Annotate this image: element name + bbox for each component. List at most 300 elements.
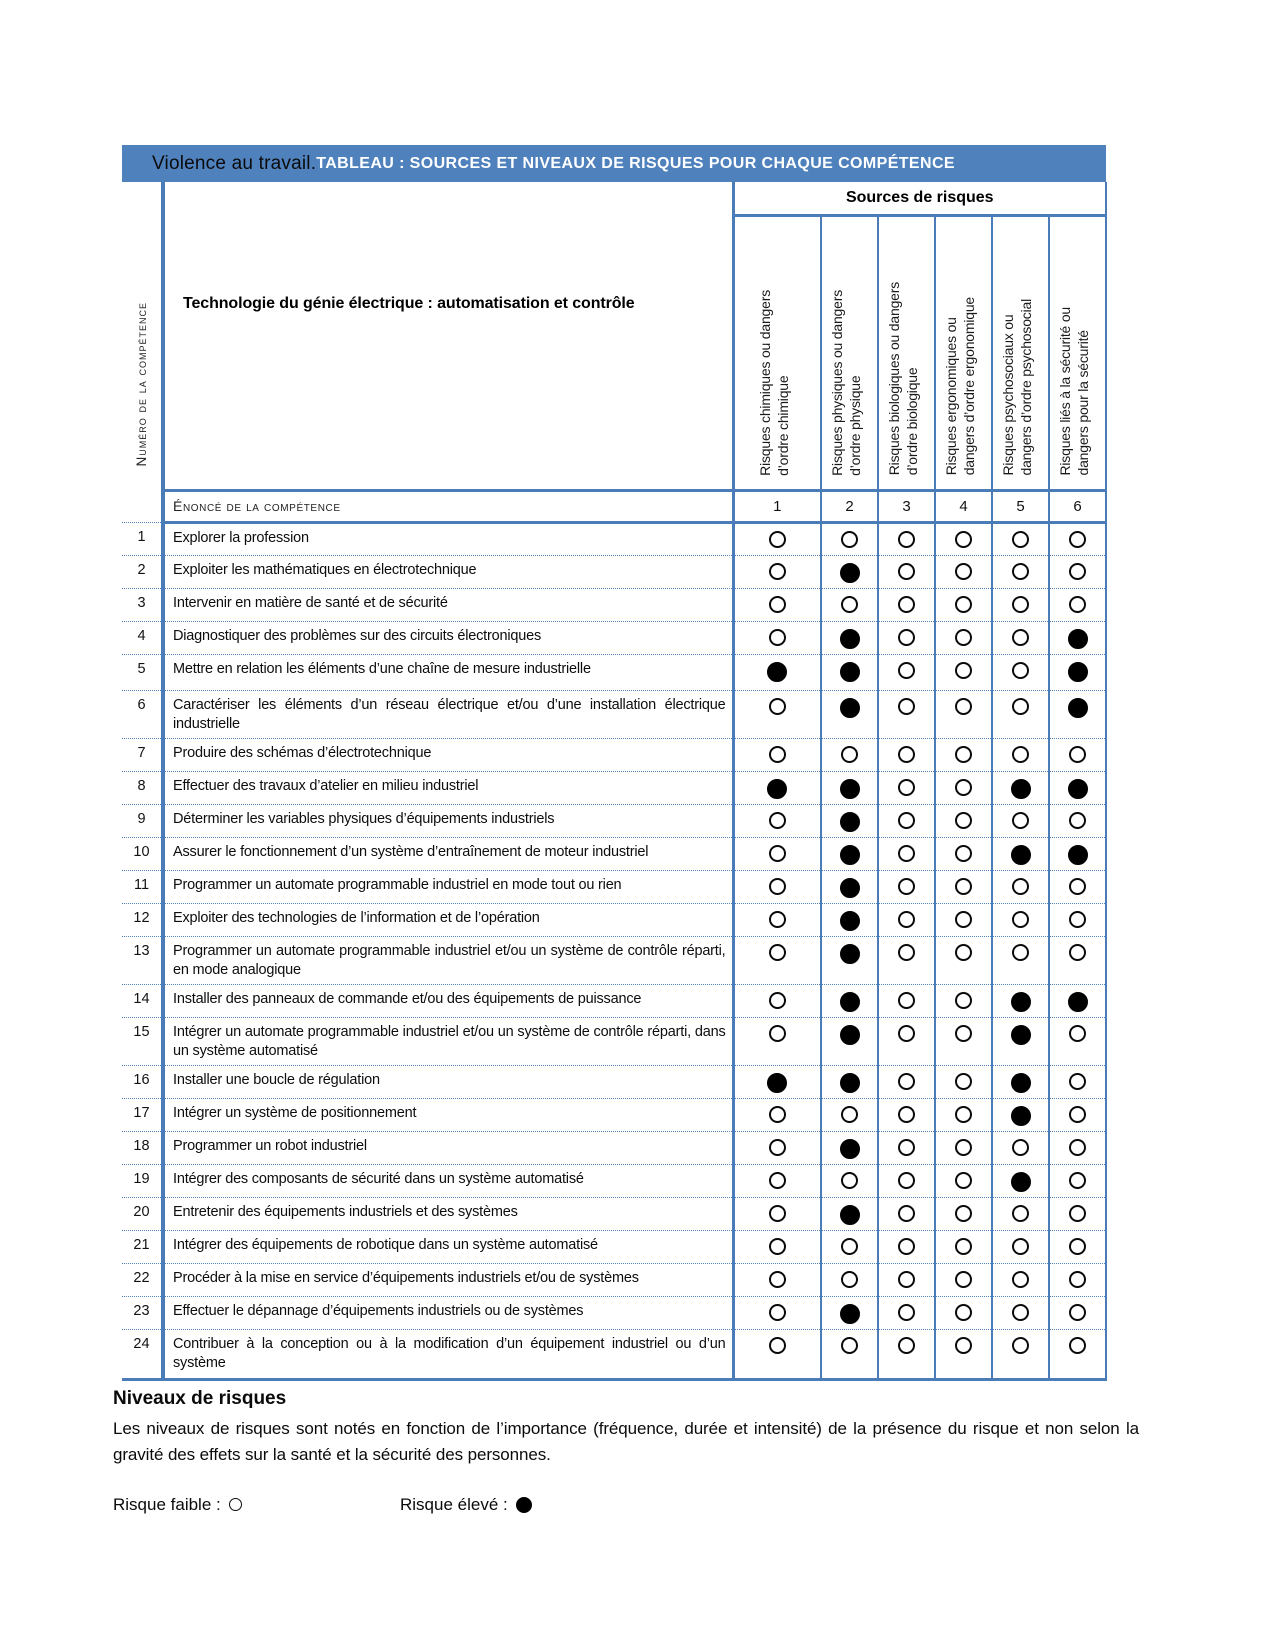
low-risk-marker-icon — [955, 1337, 972, 1354]
low-risk-marker-icon — [1012, 1304, 1029, 1321]
low-risk-marker-icon — [1069, 1337, 1086, 1354]
low-risk-marker-icon — [769, 1172, 786, 1189]
high-risk-marker-icon — [840, 563, 860, 583]
low-risk-marker-icon — [955, 1238, 972, 1255]
competency-number: 19 — [122, 1165, 163, 1198]
sources-de-risques-header: Sources de risques — [733, 182, 1106, 215]
competency-label: Intégrer des équipements de robotique dans un système automatisé — [163, 1231, 733, 1264]
low-risk-marker-icon — [769, 878, 786, 895]
risk-cell-col6 — [1049, 1231, 1106, 1264]
high-risk-marker-icon — [1068, 845, 1088, 865]
low-risk-marker-icon — [955, 596, 972, 613]
risk-cell-col1 — [733, 1132, 821, 1165]
risk-cell-col5 — [992, 903, 1049, 936]
risk-cell-col6 — [1049, 690, 1106, 738]
risk-cell-col5 — [992, 654, 1049, 690]
risk-cell-col2 — [821, 1231, 878, 1264]
low-risk-marker-icon — [1069, 1205, 1086, 1222]
risk-cell-col5 — [992, 1264, 1049, 1297]
risk-cell-col6 — [1049, 903, 1106, 936]
risk-cell-col5 — [992, 936, 1049, 984]
risk-cell-col3 — [878, 588, 935, 621]
low-risk-marker-icon — [769, 1238, 786, 1255]
table-row — [122, 1198, 1106, 1231]
competency-number: 18 — [122, 1132, 163, 1165]
low-risk-marker-icon — [1012, 531, 1029, 548]
risk-cell-col3 — [878, 1099, 935, 1132]
competency-label: Mettre en relation les éléments d’une chaîne de mesure industrielle — [163, 654, 733, 690]
risk-cell-col2 — [821, 1330, 878, 1379]
title-prefix: Violence au travail. — [152, 152, 317, 174]
risk-cell-col3 — [878, 522, 935, 555]
low-risk-marker-icon — [955, 1073, 972, 1090]
risk-column-header-3 — [878, 215, 935, 490]
risk-cell-col3 — [878, 1198, 935, 1231]
low-risk-marker-icon — [1012, 1337, 1029, 1354]
risk-cell-col2 — [821, 690, 878, 738]
table-row — [122, 522, 1106, 555]
low-risk-marker-icon — [955, 911, 972, 928]
risk-column-header-5 — [992, 215, 1049, 490]
high-risk-marker-icon — [840, 662, 860, 682]
risk-cell-col6 — [1049, 621, 1106, 654]
competency-number: 4 — [122, 621, 163, 654]
risk-cell-col4 — [935, 654, 992, 690]
low-risk-marker-icon — [769, 1271, 786, 1288]
risk-cell-col2 — [821, 738, 878, 771]
risk-cell-col4 — [935, 804, 992, 837]
competency-label: Exploiter des technologies de l’information et de l’opération — [163, 903, 733, 936]
risk-cell-col2 — [821, 936, 878, 984]
low-risk-marker-icon — [1012, 878, 1029, 895]
high-risk-marker-icon — [1068, 629, 1088, 649]
low-risk-marker-icon — [1069, 1073, 1086, 1090]
low-risk-marker-icon — [769, 1304, 786, 1321]
low-risk-marker-icon — [955, 1304, 972, 1321]
competency-number: 10 — [122, 837, 163, 870]
risk-cell-col2 — [821, 621, 878, 654]
competency-label: Intégrer des composants de sécurité dans un système automatisé — [163, 1165, 733, 1198]
risk-cell-col2 — [821, 870, 878, 903]
competency-number: 7 — [122, 738, 163, 771]
low-risk-marker-icon — [898, 1337, 915, 1354]
table-row — [122, 690, 1106, 738]
risk-column-number-4: 4 — [935, 490, 992, 522]
low-risk-marker-icon — [955, 1106, 972, 1123]
risk-cell-col6 — [1049, 1297, 1106, 1330]
risk-cell-col1 — [733, 1066, 821, 1099]
table-row — [122, 1231, 1106, 1264]
table-row — [122, 738, 1106, 771]
competency-label: Explorer la profession — [163, 522, 733, 555]
risk-cell-col4 — [935, 870, 992, 903]
risk-cell-col2 — [821, 1132, 878, 1165]
low-risk-marker-icon — [955, 1205, 972, 1222]
low-risk-marker-icon — [1069, 563, 1086, 580]
low-risk-marker-icon — [769, 746, 786, 763]
risk-cell-col4 — [935, 690, 992, 738]
low-risk-marker-icon — [769, 992, 786, 1009]
risk-cell-col2 — [821, 522, 878, 555]
legend-item-low — [113, 1495, 400, 1515]
low-risk-marker-icon — [769, 1205, 786, 1222]
low-risk-marker-icon — [1069, 1304, 1086, 1321]
low-risk-marker-icon — [769, 1106, 786, 1123]
risk-cell-col6 — [1049, 654, 1106, 690]
page-title: TABLEAU : SOURCES ET NIVEAUX DE RISQUES POUR CHAQUE COMPÉTENCE — [316, 154, 955, 172]
low-risk-marker-icon — [1012, 746, 1029, 763]
risk-cell-col1 — [733, 588, 821, 621]
risk-cell-col3 — [878, 870, 935, 903]
risk-column-header-4 — [935, 215, 992, 490]
risk-cell-col6 — [1049, 522, 1106, 555]
risk-cell-col4 — [935, 1264, 992, 1297]
risk-column-label: Risques biologiques ou dangers d’ordre biologique — [886, 282, 921, 476]
risk-cell-col5 — [992, 1066, 1049, 1099]
high-risk-marker-icon — [1011, 1106, 1031, 1126]
risk-cell-col1 — [733, 837, 821, 870]
low-risk-marker-icon — [1069, 1172, 1086, 1189]
risk-cell-col3 — [878, 621, 935, 654]
risk-cell-col5 — [992, 621, 1049, 654]
low-risk-marker-icon — [955, 992, 972, 1009]
competency-number: 12 — [122, 903, 163, 936]
high-risk-marker-icon — [840, 878, 860, 898]
competency-label: Programmer un automate programmable industriel et/ou un système de contrôle réparti, en mode analogique — [163, 936, 733, 984]
low-risk-marker-icon — [898, 1106, 915, 1123]
risk-column-label: Risques psychosociaux ou dangers d’ordre psychosocial — [1000, 298, 1035, 476]
risk-cell-col2 — [821, 1297, 878, 1330]
high-risk-marker-icon — [1011, 992, 1031, 1012]
risk-cell-col4 — [935, 621, 992, 654]
risk-cell-col1 — [733, 1018, 821, 1066]
risk-cell-col3 — [878, 1330, 935, 1379]
risk-cell-col3 — [878, 555, 935, 588]
competency-number: 6 — [122, 690, 163, 738]
risk-cell-col3 — [878, 1264, 935, 1297]
risk-cell-col4 — [935, 903, 992, 936]
risk-cell-col2 — [821, 1018, 878, 1066]
risk-cell-col3 — [878, 690, 935, 738]
program-title: Technologie du génie électrique : automatisation et contrôle — [183, 295, 635, 312]
low-risk-marker-icon — [1012, 812, 1029, 829]
low-risk-marker-icon — [955, 1139, 972, 1156]
risk-cell-col5 — [992, 985, 1049, 1018]
high-risk-marker-icon — [767, 779, 787, 799]
low-risk-marker-icon — [1069, 1025, 1086, 1042]
risk-cell-col6 — [1049, 1132, 1106, 1165]
low-risk-marker-icon — [769, 1025, 786, 1042]
risk-cell-col6 — [1049, 1099, 1106, 1132]
risk-column-header-1 — [733, 215, 821, 490]
risk-cell-col6 — [1049, 771, 1106, 804]
risk-cell-col2 — [821, 903, 878, 936]
risk-cell-col1 — [733, 654, 821, 690]
risk-cell-col5 — [992, 837, 1049, 870]
risk-cell-col3 — [878, 1066, 935, 1099]
risk-cell-col4 — [935, 588, 992, 621]
competency-label: Installer des panneaux de commande et/ou des équipements de puissance — [163, 985, 733, 1018]
risk-column-label: Risques physiques ou dangers d’ordre physique — [829, 289, 864, 476]
high-risk-marker-icon — [1011, 845, 1031, 865]
low-risk-marker-icon — [955, 1172, 972, 1189]
low-risk-marker-icon — [898, 662, 915, 679]
competency-label: Caractériser les éléments d’un réseau électrique et/ou d’une installation électrique industrielle — [163, 690, 733, 738]
low-risk-marker-icon — [769, 596, 786, 613]
low-risk-marker-icon — [955, 944, 972, 961]
risk-cell-col4 — [935, 1297, 992, 1330]
enonce-label: Énoncé de la compétence — [163, 490, 733, 522]
risk-cell-col2 — [821, 1198, 878, 1231]
low-risk-marker-icon — [1012, 596, 1029, 613]
competency-number: 17 — [122, 1099, 163, 1132]
risk-cell-col5 — [992, 771, 1049, 804]
risk-cell-col1 — [733, 1231, 821, 1264]
risk-cell-col1 — [733, 690, 821, 738]
low-risk-marker-icon — [955, 779, 972, 796]
table-row — [122, 870, 1106, 903]
legend-label: Risque élevé : — [400, 1494, 508, 1514]
low-risk-marker-icon — [898, 1073, 915, 1090]
risk-cell-col5 — [992, 690, 1049, 738]
risk-column-number-6: 6 — [1049, 490, 1106, 522]
high-risk-marker-icon — [1011, 1172, 1031, 1192]
risk-cell-col4 — [935, 985, 992, 1018]
risk-cell-col6 — [1049, 804, 1106, 837]
low-risk-marker-icon — [898, 944, 915, 961]
risk-cell-col4 — [935, 1099, 992, 1132]
risk-cell-col2 — [821, 588, 878, 621]
risk-cell-col3 — [878, 654, 935, 690]
high-risk-marker-icon — [516, 1497, 532, 1513]
risk-cell-col1 — [733, 555, 821, 588]
risk-cell-col5 — [992, 1330, 1049, 1379]
risk-cell-col4 — [935, 1231, 992, 1264]
risk-cell-col6 — [1049, 555, 1106, 588]
risk-column-number-5: 5 — [992, 490, 1049, 522]
low-risk-marker-icon — [898, 1205, 915, 1222]
low-risk-marker-icon — [955, 1271, 972, 1288]
risk-cell-col5 — [992, 1297, 1049, 1330]
low-risk-marker-icon — [1012, 629, 1029, 646]
risk-cell-col6 — [1049, 936, 1106, 984]
low-risk-marker-icon — [1069, 1106, 1086, 1123]
risk-cell-col1 — [733, 1198, 821, 1231]
table-row — [122, 1330, 1106, 1379]
risk-cell-col1 — [733, 903, 821, 936]
risk-cell-col1 — [733, 621, 821, 654]
high-risk-marker-icon — [840, 1025, 860, 1045]
risk-cell-col4 — [935, 522, 992, 555]
competency-number: 21 — [122, 1231, 163, 1264]
high-risk-marker-icon — [840, 1304, 860, 1324]
high-risk-marker-icon — [767, 662, 787, 682]
risk-column-label: Risques liés à la sécurité ou dangers pour la sécurité — [1057, 306, 1092, 476]
high-risk-marker-icon — [1068, 662, 1088, 682]
low-risk-marker-icon — [1012, 563, 1029, 580]
risk-cell-col1 — [733, 870, 821, 903]
low-risk-marker-icon — [229, 1498, 242, 1511]
title-bar — [122, 145, 1106, 182]
column-number-row — [122, 490, 1106, 522]
low-risk-marker-icon — [1069, 944, 1086, 961]
footer — [113, 1388, 1139, 1515]
risk-cell-col3 — [878, 771, 935, 804]
competency-label: Diagnostiquer des problèmes sur des circuits électroniques — [163, 621, 733, 654]
competency-rows — [122, 522, 1106, 1379]
risk-column-number-1: 1 — [733, 490, 821, 522]
risk-column-header-6 — [1049, 215, 1106, 490]
risk-cell-col3 — [878, 1231, 935, 1264]
risk-cell-col5 — [992, 1198, 1049, 1231]
table-row — [122, 771, 1106, 804]
risk-cell-col4 — [935, 738, 992, 771]
risk-column-header-2 — [821, 215, 878, 490]
risk-cell-col6 — [1049, 738, 1106, 771]
low-risk-marker-icon — [1012, 1238, 1029, 1255]
competency-label: Déterminer les variables physiques d’équipements industriels — [163, 804, 733, 837]
high-risk-marker-icon — [840, 779, 860, 799]
competency-number: 11 — [122, 870, 163, 903]
risk-cell-col2 — [821, 654, 878, 690]
risk-cell-col6 — [1049, 1330, 1106, 1379]
low-risk-marker-icon — [898, 1304, 915, 1321]
competency-number: 15 — [122, 1018, 163, 1066]
competency-label: Installer une boucle de régulation — [163, 1066, 733, 1099]
competency-label: Procéder à la mise en service d’équipements industriels et/ou de systèmes — [163, 1264, 733, 1297]
low-risk-marker-icon — [1069, 812, 1086, 829]
low-risk-marker-icon — [1069, 1271, 1086, 1288]
table-row — [122, 1264, 1106, 1297]
risk-cell-col5 — [992, 870, 1049, 903]
high-risk-marker-icon — [767, 1073, 787, 1093]
low-risk-marker-icon — [955, 563, 972, 580]
low-risk-marker-icon — [1012, 911, 1029, 928]
risk-cell-col3 — [878, 1165, 935, 1198]
footer-description: Les niveaux de risques sont notés en fonction de l’importance (fréquence, durée et intensité) de la présence du risque et non selon la gravité des effets sur la santé et la sécurité des personnes. — [113, 1419, 1139, 1465]
risk-cell-col1 — [733, 936, 821, 984]
risk-cell-col4 — [935, 1018, 992, 1066]
risk-table — [122, 182, 1107, 1381]
low-risk-marker-icon — [841, 1271, 858, 1288]
low-risk-marker-icon — [955, 1025, 972, 1042]
competency-label: Intervenir en matière de santé et de sécurité — [163, 588, 733, 621]
risk-cell-col3 — [878, 1297, 935, 1330]
risk-cell-col5 — [992, 804, 1049, 837]
risk-cell-col5 — [992, 1132, 1049, 1165]
risk-cell-col1 — [733, 1330, 821, 1379]
risk-cell-col1 — [733, 985, 821, 1018]
numero-spacer-cell — [122, 490, 163, 522]
high-risk-marker-icon — [840, 911, 860, 931]
legend-label: Risque faible : — [113, 1494, 221, 1514]
risk-cell-col2 — [821, 1066, 878, 1099]
low-risk-marker-icon — [841, 1172, 858, 1189]
low-risk-marker-icon — [841, 746, 858, 763]
competency-label: Programmer un automate programmable industriel en mode tout ou rien — [163, 870, 733, 903]
competency-label: Exploiter les mathématiques en électrotechnique — [163, 555, 733, 588]
competency-number: 8 — [122, 771, 163, 804]
risk-cell-col3 — [878, 903, 935, 936]
high-risk-marker-icon — [840, 698, 860, 718]
competency-number: 24 — [122, 1330, 163, 1379]
risk-cell-col5 — [992, 738, 1049, 771]
low-risk-marker-icon — [898, 563, 915, 580]
high-risk-marker-icon — [840, 1139, 860, 1159]
risk-cell-col2 — [821, 555, 878, 588]
low-risk-marker-icon — [1069, 746, 1086, 763]
low-risk-marker-icon — [898, 1139, 915, 1156]
risk-cell-col3 — [878, 837, 935, 870]
risk-cell-col2 — [821, 1099, 878, 1132]
low-risk-marker-icon — [1012, 944, 1029, 961]
risk-cell-col4 — [935, 555, 992, 588]
risk-cell-col3 — [878, 1018, 935, 1066]
table-row — [122, 1066, 1106, 1099]
low-risk-marker-icon — [1069, 1238, 1086, 1255]
table-row — [122, 588, 1106, 621]
risk-cell-col5 — [992, 1165, 1049, 1198]
low-risk-marker-icon — [955, 662, 972, 679]
competency-number: 5 — [122, 654, 163, 690]
low-risk-marker-icon — [769, 911, 786, 928]
risk-cell-col2 — [821, 804, 878, 837]
low-risk-marker-icon — [841, 596, 858, 613]
low-risk-marker-icon — [1069, 911, 1086, 928]
high-risk-marker-icon — [840, 992, 860, 1012]
competency-label: Assurer le fonctionnement d’un système d’entraînement de moteur industriel — [163, 837, 733, 870]
competency-number: 14 — [122, 985, 163, 1018]
risk-cell-col2 — [821, 985, 878, 1018]
risk-cell-col5 — [992, 588, 1049, 621]
low-risk-marker-icon — [769, 698, 786, 715]
high-risk-marker-icon — [1068, 779, 1088, 799]
risk-cell-col3 — [878, 738, 935, 771]
competency-label: Effectuer des travaux d’atelier en milieu industriel — [163, 771, 733, 804]
high-risk-marker-icon — [1068, 992, 1088, 1012]
low-risk-marker-icon — [898, 911, 915, 928]
low-risk-marker-icon — [769, 812, 786, 829]
risk-cell-col2 — [821, 1264, 878, 1297]
table-row — [122, 1165, 1106, 1198]
high-risk-marker-icon — [1011, 1025, 1031, 1045]
footer-heading: Niveaux de risques — [113, 1388, 287, 1409]
risk-column-number-3: 3 — [878, 490, 935, 522]
risk-cell-col5 — [992, 1099, 1049, 1132]
low-risk-marker-icon — [769, 1139, 786, 1156]
competency-label: Produire des schémas d’électrotechnique — [163, 738, 733, 771]
risk-cell-col1 — [733, 738, 821, 771]
low-risk-marker-icon — [898, 779, 915, 796]
low-risk-marker-icon — [769, 1337, 786, 1354]
table-row — [122, 555, 1106, 588]
table-row — [122, 1297, 1106, 1330]
table-row — [122, 654, 1106, 690]
table-row — [122, 1132, 1106, 1165]
risk-cell-col2 — [821, 771, 878, 804]
risk-cell-col3 — [878, 936, 935, 984]
competency-label: Intégrer un système de positionnement — [163, 1099, 733, 1132]
low-risk-marker-icon — [898, 1172, 915, 1189]
low-risk-marker-icon — [955, 878, 972, 895]
risk-cell-col1 — [733, 771, 821, 804]
low-risk-marker-icon — [769, 944, 786, 961]
risk-cell-col5 — [992, 522, 1049, 555]
competency-number: 22 — [122, 1264, 163, 1297]
risk-cell-col6 — [1049, 1018, 1106, 1066]
low-risk-marker-icon — [898, 1238, 915, 1255]
high-risk-marker-icon — [840, 845, 860, 865]
